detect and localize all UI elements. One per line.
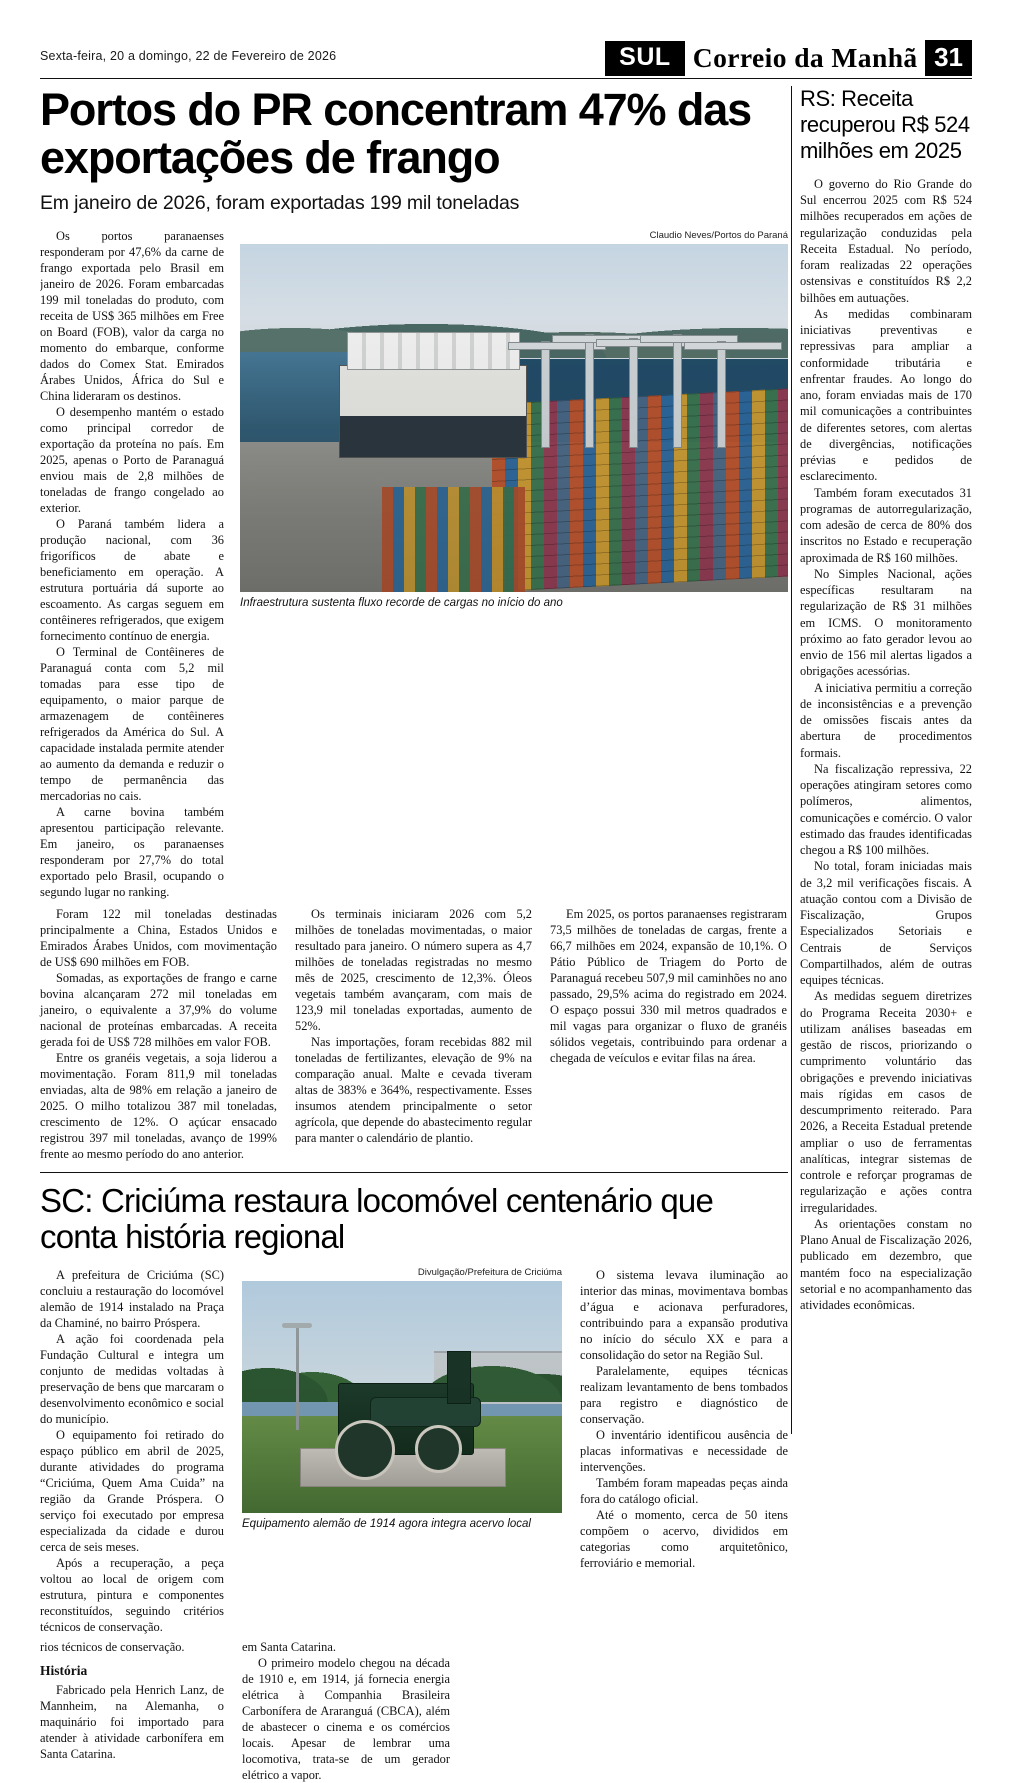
paragraph: O desempenho mantém o estado como principal corredor de exportação da proteína no país. Em 2025, apenas o Porto de Paranaguá enviou mais de 2,8 milhões de toneladas de frango congelado ao exterior.: [40, 404, 224, 515]
side-article: [800, 86, 972, 1313]
paragraph: No total, foram iniciadas mais de 3,2 mil verificações fiscais. A atuação contou com a Divisão de Fiscalização, Grupos Especializados Setoriais e Centrais de Serviços Compartilhados, além de outras equipes técnicas.: [800, 859, 972, 988]
paragraph: O governo do Rio Grande do Sul encerrou 2025 com R$ 524 milhões recuperados em ações de regularização conduzidas pela Receita Estadual. No período, foram realizadas 22 operações ostensivas e constituídos R$ 2,2 bilhões em autuações.: [800, 176, 972, 305]
paragraph: Na fiscalização repressiva, 22 operações atingiram setores como polímeros, alimentos, comunicações e comércio. O valor estimado das fraudes identificadas chegou a R$ 100 milhões.: [800, 761, 972, 858]
column: [580, 1267, 788, 1635]
main-photo-caption: Infraestrutura sustenta fluxo recorde de cargas no início do ano: [240, 596, 563, 609]
second-article-top: [40, 1267, 788, 1635]
column-divider: [791, 86, 792, 1434]
paragraph: O inventário identificou ausência de placas informativas e necessidade de intervenções.: [580, 1428, 788, 1475]
second-photo-block: [242, 1267, 562, 1635]
paragraph: Somadas, as exportações de frango e carne bovina alcançaram 272 mil toneladas em janeiro, o equivalente a 37,9% do volume nacional de proteínas embarcadas. A receita gerada foi de US$ 728 milhões em valor FOB.: [40, 970, 277, 1049]
paragraph: A prefeitura de Criciúma (SC) concluiu a restauração do locomóvel alemão de 1914 instalado na Praça da Chaminé, no bairro Próspera.: [40, 1268, 224, 1331]
paragraph: A ação foi coordenada pela Fundação Cultural e integra um conjunto de medidas voltadas à preservação de bens que marcaram o desenvolvimento econômico e social do município.: [40, 1332, 224, 1427]
paragraph: Após a recuperação, a peça voltou ao local de origem com estrutura, pintura e componentes reconstituídos, seguindo critérios técnicos de conservação.: [40, 1556, 224, 1635]
dateline: Sexta-feira, 20 a domingo, 22 de Fevereiro de 2026: [40, 49, 337, 63]
main-photo-credit: Claudio Neves/Portos do Paraná: [649, 229, 788, 241]
paragraph: O sistema levava iluminação ao interior das minas, movimentava bombas d’água e acionava perfuradores, contribuindo para a expansão produtiva no início do século XX e para a consolidação do setor na Região Sul.: [580, 1268, 788, 1363]
article-separator: [40, 1172, 788, 1173]
paragraph: Também foram executados 31 programas de autorregularização, com adesão de cerca de 80% dos inscritos no Estado e recuperação aproximada de R$ 160 milhões.: [800, 485, 972, 565]
main-photo-block: [240, 230, 788, 609]
column: [242, 1639, 450, 1783]
port-photo: [240, 244, 788, 592]
paragraph: Fabricado pela Henrich Lanz, de Mannheim, na Alemanha, o maquinário foi importado para atender à atividade carbonífera em Santa Catarina.: [40, 1682, 224, 1761]
paragraph: O Terminal de Contêineres de Paranaguá conta com 5,2 mil tomadas para esse tipo de equipamento, o maior parque de armazenagem de contêineres refrigerados da América do Sul. A capacidade instalada permite atender ao aumento da demanda e reduzir o tempo de permanência das mercadorias no cais.: [40, 644, 224, 803]
masthead-rule: [40, 78, 972, 79]
masthead-right: [605, 40, 972, 76]
second-headline: SC: Criciúma restaura locomóvel centenário que conta história regional: [40, 1181, 714, 1255]
paragraph-continuation: rios técnicos de conservação.: [40, 1640, 185, 1655]
paragraph: A iniciativa permitiu a correção de inconsistências e a prevenção de omissões fiscais antes da abertura de procedimentos formais.: [800, 680, 972, 760]
paper-title: Correio da Manhã: [692, 42, 918, 73]
column: [40, 1267, 224, 1635]
column: [40, 1639, 224, 1783]
main-article-lower-columns: [40, 906, 788, 1162]
paragraph: Foram 122 mil toneladas destinadas principalmente a China, Estados Unidos e Emirados Árabes Unidos, com movimentação de US$ 690 milhões em FOB.: [40, 906, 277, 969]
paragraph-continuation: em Santa Catarina.: [242, 1640, 336, 1655]
column: [550, 906, 787, 1162]
paragraph: Também foram mapeadas peças ainda fora do catálogo oficial.: [580, 1476, 788, 1507]
subsection-title: História: [40, 1663, 88, 1679]
spacer-column: [468, 1639, 788, 1783]
second-photo-credit: Divulgação/Prefeitura de Criciúma: [417, 1267, 562, 1279]
main-subhead: Em janeiro de 2026, foram exportadas 199 mil toneladas: [40, 192, 520, 215]
rail-headline: RS: Receita recuperou R$ 524 milhões em 2025: [800, 86, 970, 163]
paragraph: Os portos paranaenses responderam por 47,6% da carne de frango exportada pelo Brasil em janeiro de 2026. Foram embarcadas 199 mil toneladas do produto, com receita de US$ 365 milhões em Free on Board (FOB), valor da carga no momento do embarque, conforme dados do Comex Stat. Emirados Árabes Unidos, África do Sul e China lideraram os destinos.: [40, 228, 224, 403]
section-badge: SUL: [605, 41, 685, 76]
paragraph: Em 2025, os portos paranaenses registraram 73,5 milhões de toneladas de cargas, frente a 66,7 milhões em 2024, expansão de 10,1%. O Pátio Público de Triagem do Porto de Paranaguá recebeu 507,9 mil caminhões no ano passado, 29,5% acima do registrado em 2024. O espaço possui 330 mil metros quadrados e mil vagas para organizar o fluxo de granéis sólidos vegetais, contribuindo para ordenar a chegada de veículos e evitar filas na área.: [550, 906, 787, 1065]
column: [40, 906, 277, 1162]
paragraph: Nas importações, foram recebidas 882 mil toneladas de fertilizantes, elevação de 9% na comparação anual. Malte e cevada tiveram altas de 383% e 364%, respectivamente. Esses insumos atendem principalmente o setor agrícola, que depende do abastecimento regular para manter o calendário de plantio.: [295, 1034, 532, 1145]
main-headline: Portos do PR concentram 47% das exportações de frango: [40, 84, 752, 184]
paragraph: No Simples Nacional, ações específicas resultaram na regularização de R$ 31 milhões em ICMS. O monitoramento próximo ao fato gerador levou ao envio de 156 mil alertas ligados a obrigações acessórias.: [800, 566, 972, 679]
locomotive-photo: [242, 1281, 562, 1513]
column: [295, 906, 532, 1162]
paragraph: As medidas combinaram iniciativas preventivas e repressivas para ampliar a conformidade tributária e enfrentar fraudes. Ao longo do ano, foram enviadas mais de 170 mil comunicações a contribuintes de diferentes setores, com alertas de divergências, notificações prévias e pedidos de esclarecimento.: [800, 306, 972, 484]
paragraph: O Paraná também lidera a produção nacional, com 36 frigoríficos de abate e beneficiamento em operação. A estrutura portuária dá suporte ao escoamento. As cargas seguem em contêineres refrigerados, que exigem fornecimento contínuo de energia.: [40, 516, 224, 643]
paragraph: Paralelamente, equipes técnicas realizam levantamento de bens tombados para registro e diagnóstico de conservação.: [580, 1364, 788, 1427]
paragraph: As medidas seguem diretrizes do Programa Receita 2030+ e utilizam análises baseadas em gestão de riscos, priorizando o cumprimento voluntário das obrigações e prevendo iniciativas mais rígidas em casos de descumprimento reiterado. Para 2026, a Receita Estadual pretende ampliar o uso de ferramentas analíticas, integrar sistemas de controle e reforçar programas de regularização e ações contra irregularidades.: [800, 989, 972, 1215]
second-article-bottom: [40, 1639, 788, 1783]
main-content: [40, 86, 788, 1783]
paragraph: A carne bovina também apresentou participação relevante. Em janeiro, os paranaenses responderam por 27,7% do total exportado pelo Brasil, ocupando o segundo lugar no ranking.: [40, 804, 224, 899]
paragraph: O equipamento foi retirado do espaço público em abril de 2025, durante atividades do programa “Criciúma, Quem Ama Cuida” na região da Grande Próspera. O serviço foi executado por empresa especializada da cidade e durou cerca de seis meses.: [40, 1428, 224, 1555]
paragraph: As orientações constam no Plano Anual de Fiscalização 2026, publicado em dezembro, que mantém foco na especialização setorial e no acompanhamento das atividades econômicas.: [800, 1216, 972, 1313]
page-number-badge: 31: [925, 40, 972, 76]
paragraph: Até o momento, cerca de 50 itens compõem o acervo, divididos em categorias como arquitetônico, ferroviário e memorial.: [580, 1508, 788, 1571]
second-photo-caption: Equipamento alemão de 1914 agora integra acervo local: [242, 1518, 531, 1531]
masthead: [40, 40, 972, 80]
paragraph: Entre os granéis vegetais, a soja liderou a movimentação. Foram 811,9 mil toneladas enviadas, alta de 98% em relação a janeiro de 2025. O milho totalizou 387 mil toneladas, crescimento de 12%. O açúcar ensacado registrou 397 mil toneladas, avanço de 199% frente ao mesmo período do ano anterior.: [40, 1050, 277, 1161]
rail-body: [800, 176, 972, 1314]
paragraph: O primeiro modelo chegou na década de 1910 e, em 1914, já fornecia energia elétrica à Companhia Brasileira Carbonífera de Araranguá (CBCA), além de abastecer o cinema e os comércios locais. Apesar de lembrar uma locomotiva, trata-se de um gerador elétrico a vapor.: [242, 1656, 450, 1783]
main-article-lead-column: [40, 228, 224, 900]
paragraph: Os terminais iniciaram 2026 com 5,2 milhões de toneladas movimentadas, o maior resultado para janeiro. O número supera as 4,7 milhões de toneladas registradas no mesmo mês de 2025, crescimento de 12,3%. Óleos vegetais também avançaram, com mais de 123,9 mil toneladas exportadas, aumento de 52%.: [295, 906, 532, 1033]
